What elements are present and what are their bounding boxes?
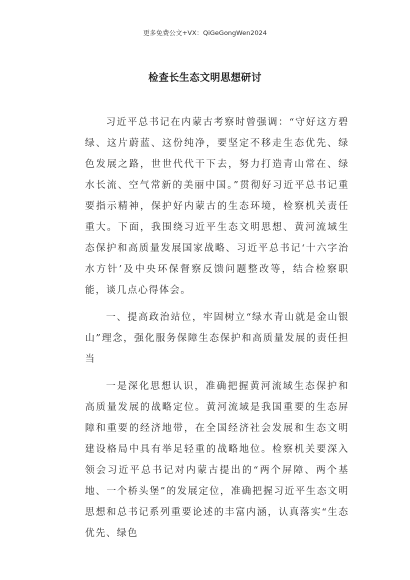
section-heading-paragraph: 一、提高政治站位，牢固树立“绿水青山就是金山银山”理念，强化服务保障生态保护和高质量发展的责任担当 — [85, 312, 349, 365]
body-paragraph: 一是深化思想认识，准确把握黄河流域生态保护和高质量发展的战略定位。黄河流域是我国重要的生态屏障和重要的经济地带，在全国经济社会发展和生态文明建设格局中具有举足轻重的战略地位。检察机关要深入领会习近平总书记对内蒙古提出的“两个屏障、两个基地、一个桥头堡”的发展定位，准确把握习近平生态文明思想和总书记系列重要论述的丰富内涵，认真落实“生态优先、绿色 — [85, 381, 349, 539]
document-body — [85, 112, 349, 544]
header-note: 更多免费公文+VX：QiGeGongWen2024 — [143, 29, 267, 37]
document-title: 检查长生态文明思想研讨 — [148, 73, 262, 84]
intro-paragraph: 习近平总书记在内蒙古考察时曾强调：“守好这方碧绿、这片蔚蓝、这份纯净，要坚定不移走生态优先、绿色发展之路，世世代代干下去，努力打造青山常在、绿水长流、空气常新的美丽中国。”贯彻好习近平总书记重要指示精神，保护好内蒙古的生态环境，检察机关责任重大。下面，我围绕习近平生态文明思想、黄河流域生态保护和高质量发展国家战略、习近平总书记‘十六字治水方针’及中央环保督察反馈问题整改等，结合检察职能，谈几点心得体会。 — [85, 117, 349, 296]
